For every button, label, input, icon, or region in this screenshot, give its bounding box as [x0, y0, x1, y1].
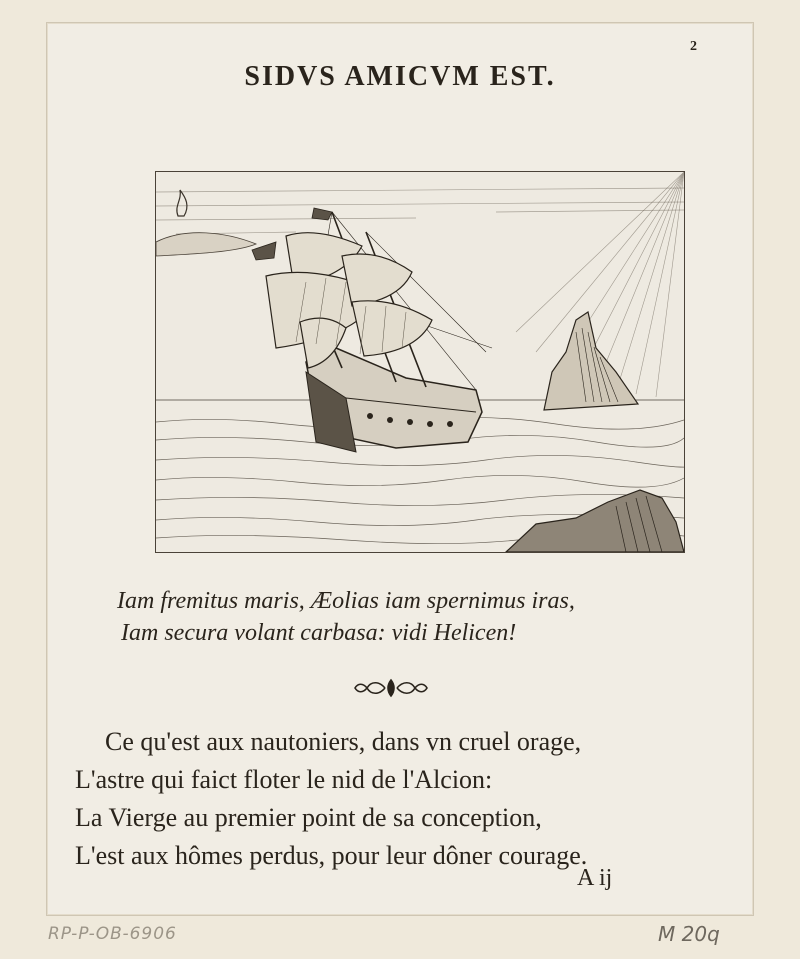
french-line-4: L'est aux hômes perdus, pour leur dôner courage.	[75, 841, 588, 870]
page-number: 2	[690, 39, 697, 54]
print-page	[46, 22, 754, 916]
inventory-number: RP-P-OB-6906	[48, 924, 177, 944]
french-line-3: La Vierge au premier point de sa conception,	[75, 803, 542, 832]
fleuron-ornament-icon	[353, 677, 429, 699]
collection-mark: M 20q	[658, 922, 720, 946]
ship-at-sea-illustration	[156, 172, 684, 552]
french-verse	[75, 723, 735, 875]
latin-verse	[117, 585, 677, 649]
signature-mark: A ij	[577, 865, 613, 891]
french-line-2: L'astre qui faict floter le nid de l'Alcion:	[75, 765, 493, 794]
page-title: SIDVS AMICVM EST.	[244, 61, 556, 92]
french-line-1: Ce qu'est aux nautoniers, dans vn cruel orage,	[105, 727, 582, 756]
latin-line-1: Iam fremitus maris, Æolias iam spernimus iras,	[117, 588, 575, 614]
latin-line-2: Iam secura volant carbasa: vidi Helicen!	[121, 620, 517, 646]
emblem-plate	[155, 171, 685, 553]
